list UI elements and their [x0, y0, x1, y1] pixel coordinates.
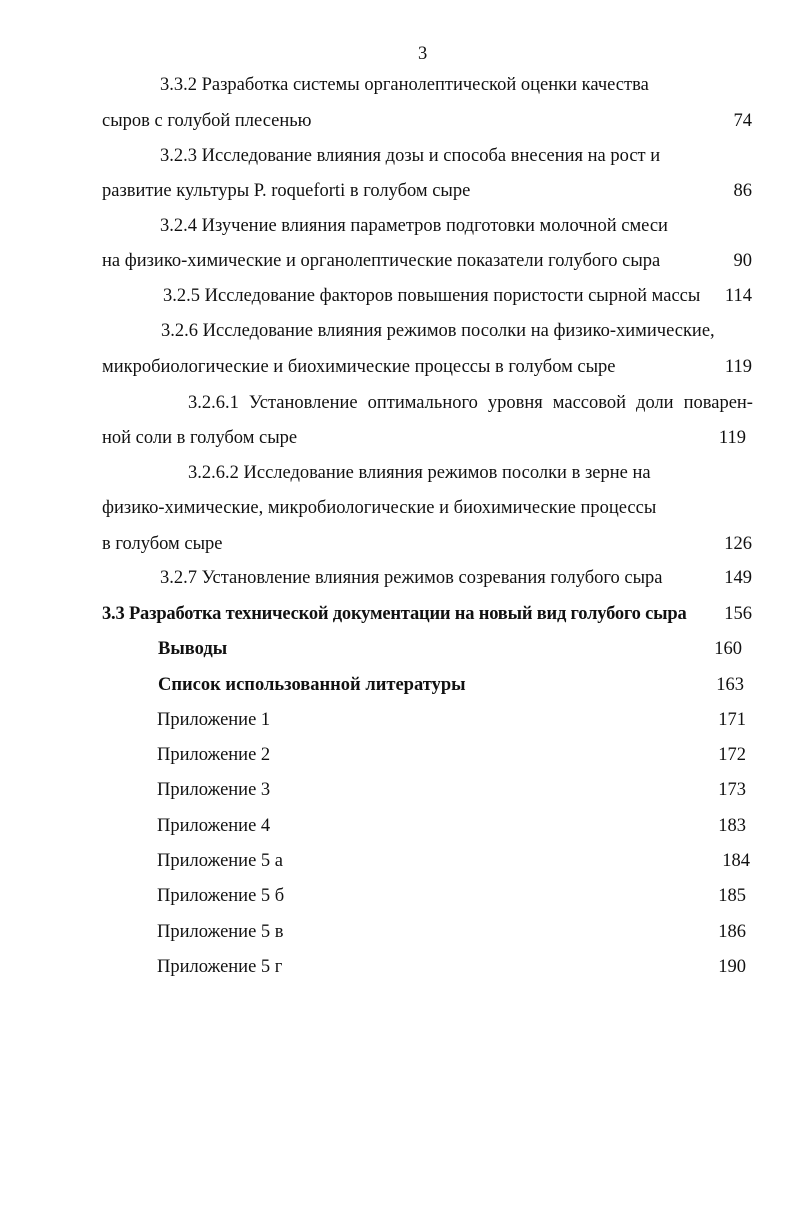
toc-page-number: 126 — [724, 534, 752, 554]
toc-page-number: 163 — [716, 675, 744, 695]
toc-page-number: 172 — [718, 745, 746, 765]
toc-page-number: 119 — [724, 357, 752, 377]
toc-appendix: Приложение 5 г — [157, 957, 283, 977]
toc-page-number: 186 — [718, 922, 746, 942]
toc-entry-text: сыров с голубой плесенью — [102, 111, 312, 131]
toc-page-number: 173 — [718, 780, 746, 800]
toc-page-number: 86 — [733, 181, 752, 201]
toc-page-number: 190 — [718, 957, 746, 977]
toc-entry-text: 3.2.7 Установление влияния режимов созревания голубого сыра — [160, 568, 663, 588]
toc-page-number: 185 — [718, 886, 746, 906]
toc-appendix: Приложение 3 — [157, 780, 271, 800]
toc-page-number: 114 — [724, 286, 752, 306]
toc-appendix: Приложение 5 б — [157, 886, 285, 906]
toc-page-number: 184 — [722, 851, 750, 871]
toc-references: Список использованной литературы — [158, 675, 466, 695]
toc-entry-text: на физико-химические и органолептические показатели голубого сыра — [102, 251, 661, 271]
toc-entry-text: ной соли в голубом сыре — [102, 428, 298, 448]
toc-appendix: Приложение 5 в — [157, 922, 284, 942]
toc-entry-text: 3.2.5 Исследование факторов повышения пористости сырной массы — [163, 286, 701, 306]
toc-entry-text: микробиологические и биохимические процессы в голубом сыре — [102, 357, 616, 377]
toc-page-number: 74 — [733, 111, 752, 131]
toc-appendix: Приложение 1 — [157, 710, 271, 730]
toc-word: Установление — [248, 393, 358, 413]
toc-entry-text: физико-химические, микробиологические и биохимические процессы — [102, 498, 657, 518]
toc-page-number: 171 — [718, 710, 746, 730]
toc-word: поварен- — [683, 393, 753, 413]
toc-page-number: 119 — [718, 428, 746, 448]
toc-entry-text: развитие культуры P. roqueforti в голубом сыре — [102, 181, 471, 201]
toc-word: уровня — [487, 393, 543, 413]
toc-entry-text: 3.2.3 Исследование влияния дозы и способа внесения на рост и — [160, 146, 661, 166]
toc-word: оптимального — [367, 393, 478, 413]
toc-entry-text: 3.2.6 Исследование влияния режимов посолки на физико-химические, — [161, 321, 715, 341]
toc-section-heading: 3.3 Разработка технической документации на новый вид голубого сыра — [102, 604, 687, 624]
toc-appendix: Приложение 5 а — [157, 851, 284, 871]
toc-entry-text: 3.2.4 Изучение влияния параметров подготовки молочной смеси — [160, 216, 668, 236]
toc-page-number: 149 — [724, 568, 752, 588]
toc-page-number: 183 — [718, 816, 746, 836]
toc-entry-text: 3.2.6.2 Исследование влияния режимов посолки в зерне на — [188, 463, 651, 483]
toc-word: массовой — [552, 393, 627, 413]
toc-page-number: 160 — [714, 639, 742, 659]
toc-appendix: Приложение 4 — [157, 816, 271, 836]
toc-entry-text: 3.3.2 Разработка системы органолептической оценки качества — [160, 75, 649, 95]
toc-page-number: 90 — [733, 251, 752, 271]
toc-entry-text: в голубом сыре — [102, 534, 223, 554]
toc-page-number: 156 — [724, 604, 752, 624]
toc-entry-justified-line — [188, 392, 753, 414]
toc-conclusions: Выводы — [158, 639, 228, 659]
toc-word: доли — [636, 393, 674, 413]
page-number: 3 — [418, 44, 428, 64]
toc-word: 3.2.6.1 — [188, 393, 239, 413]
toc-appendix: Приложение 2 — [157, 745, 271, 765]
